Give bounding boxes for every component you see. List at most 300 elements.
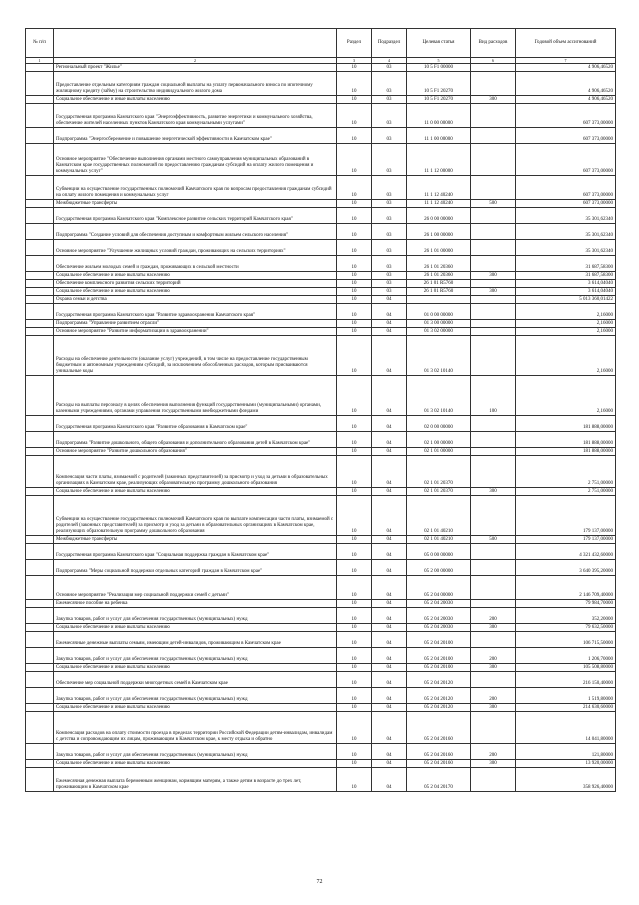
header-razdel: Раздел	[337, 29, 372, 58]
row-name: Ежемесячные денежные выплаты семьям, имеющим детей-инвалидов, проживающим в Камчатском крае	[54, 632, 337, 648]
row-num	[26, 256, 54, 272]
column-index: 2	[54, 58, 337, 64]
row-name: Подпрограмма "Развитие дошкольного, общего образования и дополнительного образования детей в Камчатском крае"	[54, 432, 337, 448]
row-sum: 607 373,00000	[516, 200, 616, 208]
table-row	[26, 240, 616, 256]
row-num	[26, 456, 54, 488]
row-sum: 2,16000	[516, 376, 616, 416]
row-vid	[471, 208, 516, 224]
row-sum: 179 137,00000	[516, 536, 616, 544]
row-sum: 105 508,80000	[516, 664, 616, 672]
table-row	[26, 272, 616, 280]
row-num	[26, 96, 54, 104]
row-razdel: 10	[337, 200, 372, 208]
row-target: 05 2 04 20160	[407, 744, 471, 760]
row-razdel: 10	[337, 336, 372, 376]
row-target: 26 0 00 00000	[407, 208, 471, 224]
row-razdel: 10	[337, 664, 372, 672]
row-target: 05 2 04 20120	[407, 704, 471, 712]
column-index: 6	[471, 58, 516, 64]
row-sum: 352,20000	[516, 608, 616, 624]
row-name: Субвенции на осуществление государственных полномочий Камчатского края по вопросам предоставления гражданам субсидий на оплату жилого помещения и коммунальных услуг	[54, 176, 337, 200]
row-podrazdel: 04	[372, 432, 407, 448]
row-sum: 31 687,58300	[516, 256, 616, 272]
row-razdel: 10	[337, 536, 372, 544]
row-name: Основное мероприятие "Обеспечение выполнения органами местного самоуправления муниципальных образований в Камчатском крае государственных полномочий по предоставлению гражданам субсидий на оплату жилого помещения и коммунальных услуг"	[54, 144, 337, 176]
budget-table	[25, 28, 616, 792]
row-razdel: 10	[337, 72, 372, 96]
row-podrazdel: 04	[372, 632, 407, 648]
row-num	[26, 200, 54, 208]
row-name: Социальное обеспечение и иные выплаты населению	[54, 96, 337, 104]
row-vid	[471, 448, 516, 456]
row-podrazdel: 04	[372, 560, 407, 576]
row-target: 01 3 02 00000	[407, 328, 471, 336]
row-vid	[471, 560, 516, 576]
row-podrazdel: 04	[372, 688, 407, 704]
row-podrazdel: 03	[372, 104, 407, 128]
row-name: Государственная программа Камчатского края "Развитие образования в Камчатском крае"	[54, 416, 337, 432]
column-index: 3	[337, 58, 372, 64]
row-razdel: 10	[337, 496, 372, 536]
row-razdel: 10	[337, 672, 372, 688]
row-target: 26 1 01 20360	[407, 256, 471, 272]
row-razdel: 10	[337, 304, 372, 320]
row-num	[26, 224, 54, 240]
row-target: 05 2 04 20170	[407, 768, 471, 792]
row-podrazdel: 04	[372, 304, 407, 320]
row-num	[26, 336, 54, 376]
table-row	[26, 768, 616, 792]
header-num: № п/п	[26, 29, 54, 58]
row-target: 11 0 00 00000	[407, 104, 471, 128]
row-vid	[471, 128, 516, 144]
table-row	[26, 488, 616, 496]
header-target: Целевая статья	[407, 29, 471, 58]
row-podrazdel: 04	[372, 624, 407, 632]
table-row	[26, 744, 616, 760]
row-name: Государственная программа Камчатского края "Комплексное развитие сельских территорий Камчатского края"	[54, 208, 337, 224]
row-name: Закупка товаров, работ и услуг для обеспечения государственных (муниципальных) нужд	[54, 744, 337, 760]
table-row	[26, 256, 616, 272]
row-sum: 4 906,46520	[516, 96, 616, 104]
row-name: Предоставление отдельным категориям граждан социальной выплаты на уплату первоначального взноса по ипотечному жилищному кредиту (займу) на строительство индивидуального жилого дома	[54, 72, 337, 96]
row-num	[26, 648, 54, 664]
row-name: Социальное обеспечение и иные выплаты населению	[54, 288, 337, 296]
row-razdel: 10	[337, 600, 372, 608]
row-name: Подпрограмма "Создание условий для обеспечения доступным и комфортным жильем сельского населения"	[54, 224, 337, 240]
row-name: Обеспечение жильем молодых семей и граждан, проживающих в сельской местности	[54, 256, 337, 272]
row-sum: 35 301,62340	[516, 240, 616, 256]
row-vid	[471, 304, 516, 320]
row-num	[26, 768, 54, 792]
row-num	[26, 672, 54, 688]
table-row	[26, 712, 616, 744]
table-row	[26, 496, 616, 536]
table-row	[26, 544, 616, 560]
row-podrazdel: 04	[372, 328, 407, 336]
row-podrazdel: 03	[372, 144, 407, 176]
row-vid	[471, 64, 516, 72]
row-num	[26, 664, 54, 672]
row-razdel: 10	[337, 632, 372, 648]
row-sum: 607 373,00000	[516, 176, 616, 200]
row-name: Социальное обеспечение и иные выплаты населению	[54, 488, 337, 496]
row-target: 05 2 04 20030	[407, 624, 471, 632]
table-row	[26, 64, 616, 72]
table-row	[26, 432, 616, 448]
row-sum: 5 013 360,01422	[516, 296, 616, 304]
row-sum: 3 614,04040	[516, 280, 616, 288]
row-vid	[471, 224, 516, 240]
row-razdel: 10	[337, 280, 372, 288]
row-podrazdel: 03	[372, 208, 407, 224]
row-vid	[471, 600, 516, 608]
row-target: 11 1 00 00000	[407, 128, 471, 144]
row-num	[26, 304, 54, 320]
row-sum: 31 687,58300	[516, 272, 616, 280]
row-razdel: 10	[337, 648, 372, 664]
table-row	[26, 200, 616, 208]
row-name: Социальное обеспечение и иные выплаты населению	[54, 664, 337, 672]
row-vid	[471, 496, 516, 536]
row-sum: 4 321 432,60000	[516, 544, 616, 560]
row-podrazdel: 04	[372, 600, 407, 608]
row-sum: 607 373,00000	[516, 104, 616, 128]
row-vid	[471, 256, 516, 272]
row-num	[26, 632, 54, 648]
row-name: Расходы на выплаты персоналу в целях обеспечения выполнения функций государственными (муниципальными) органами, казенными учреждениями, органами управления государственными внебюджетными фондами	[54, 376, 337, 416]
table-row	[26, 128, 616, 144]
row-sum: 607 373,00000	[516, 144, 616, 176]
row-razdel: 10	[337, 560, 372, 576]
row-razdel: 10	[337, 624, 372, 632]
row-razdel: 10	[337, 328, 372, 336]
row-podrazdel: 04	[372, 760, 407, 768]
row-name: Социальное обеспечение и иные выплаты населению	[54, 704, 337, 712]
row-name: Подпрограмма "Управление развитием отрасли"	[54, 320, 337, 328]
row-sum: 79 632,50000	[516, 624, 616, 632]
table-row	[26, 96, 616, 104]
row-podrazdel: 03	[372, 72, 407, 96]
row-target: 05 2 04 20160	[407, 712, 471, 744]
row-target: 01 3 02 10140	[407, 336, 471, 376]
row-sum: 4 906,46520	[516, 64, 616, 72]
table-row	[26, 456, 616, 488]
row-razdel: 10	[337, 760, 372, 768]
row-target: 10 5 F1 20270	[407, 96, 471, 104]
column-index: 4	[372, 58, 407, 64]
row-sum: 2,16000	[516, 320, 616, 328]
row-podrazdel: 03	[372, 224, 407, 240]
row-sum: 2,16000	[516, 336, 616, 376]
row-sum: 14 041,80000	[516, 712, 616, 744]
table-row	[26, 280, 616, 288]
row-vid: 300	[471, 288, 516, 296]
row-vid	[471, 280, 516, 288]
row-name: Подпрограмма "Меры социальной поддержки отдельных категорий граждан в Камчатском крае"	[54, 560, 337, 576]
row-razdel: 10	[337, 320, 372, 328]
row-num	[26, 208, 54, 224]
row-razdel: 10	[337, 488, 372, 496]
row-name: Основное мероприятие "Развитие информатизации в здравоохранении"	[54, 328, 337, 336]
table-row	[26, 328, 616, 336]
row-podrazdel: 03	[372, 256, 407, 272]
header-vid: Вид расходов	[471, 29, 516, 58]
row-podrazdel: 04	[372, 416, 407, 432]
row-vid	[471, 576, 516, 600]
row-vid: 300	[471, 664, 516, 672]
row-name: Подпрограмма "Энергосбережение и повышение энергетической эффективности в Камчатском крае"	[54, 128, 337, 144]
header-sum: Годовой объем ассигнований	[516, 29, 616, 58]
row-vid: 300	[471, 624, 516, 632]
row-num	[26, 72, 54, 96]
row-razdel: 10	[337, 576, 372, 600]
row-target: 05 2 04 20120	[407, 672, 471, 688]
row-sum: 181 888,00000	[516, 448, 616, 456]
row-podrazdel: 04	[372, 488, 407, 496]
row-name: Социальное обеспечение и иные выплаты населению	[54, 624, 337, 632]
row-target: 02 1 01 40210	[407, 536, 471, 544]
row-name: Компенсация расходов на оплату стоимости проезда в пределах территории Российской Федерации детям-инвалидам, инвалидам с детства и сопровождающим их лицам, проживающим в Камчатском крае, к месту отдыха и обратно	[54, 712, 337, 744]
row-vid	[471, 432, 516, 448]
row-target: 11 1 12 40240	[407, 200, 471, 208]
row-name: Государственная программа Камчатского края "Развитие здравоохранения Камчатского края"	[54, 304, 337, 320]
row-vid: 300	[471, 760, 516, 768]
row-num	[26, 448, 54, 456]
row-razdel: 10	[337, 416, 372, 432]
row-podrazdel: 03	[372, 96, 407, 104]
row-sum: 121,80000	[516, 744, 616, 760]
row-target: 05 2 04 20100	[407, 664, 471, 672]
row-sum: 2,16000	[516, 328, 616, 336]
document-sheet	[25, 28, 615, 792]
row-target: 02 1 01 20370	[407, 488, 471, 496]
row-sum: 181 888,00000	[516, 416, 616, 432]
row-name: Государственная программа Камчатского края "Энергоэффективность, развитие энергетики и коммунального хозяйства, обеспечение жителей населенных пунктов Камчатского края коммунальными услугами"	[54, 104, 337, 128]
row-sum: 79 984,70000	[516, 600, 616, 608]
row-num	[26, 576, 54, 600]
row-podrazdel: 03	[372, 240, 407, 256]
row-vid: 300	[471, 272, 516, 280]
row-num	[26, 560, 54, 576]
row-podrazdel: 03	[372, 176, 407, 200]
row-vid	[471, 320, 516, 328]
row-podrazdel: 04	[372, 296, 407, 304]
row-num	[26, 128, 54, 144]
table-row	[26, 672, 616, 688]
row-vid	[471, 544, 516, 560]
row-sum: 358 926,40000	[516, 768, 616, 792]
row-podrazdel: 04	[372, 544, 407, 560]
table-row	[26, 536, 616, 544]
row-num	[26, 240, 54, 256]
row-num	[26, 704, 54, 712]
row-podrazdel: 03	[372, 288, 407, 296]
row-num	[26, 744, 54, 760]
row-target: 05 2 04 20100	[407, 632, 471, 648]
row-razdel: 10	[337, 376, 372, 416]
table-row	[26, 224, 616, 240]
row-target: 02 0 00 00000	[407, 416, 471, 432]
row-num	[26, 416, 54, 432]
row-target: 05 2 04 20100	[407, 648, 471, 664]
row-num	[26, 496, 54, 536]
row-razdel: 10	[337, 456, 372, 488]
row-vid: 200	[471, 688, 516, 704]
table-row	[26, 304, 616, 320]
row-target: 05 2 04 20160	[407, 760, 471, 768]
row-target: 02 1 01 00000	[407, 448, 471, 456]
table-row	[26, 760, 616, 768]
row-razdel: 10	[337, 544, 372, 560]
row-sum: 2,16000	[516, 304, 616, 320]
table-row	[26, 72, 616, 96]
row-razdel: 10	[337, 272, 372, 280]
row-sum: 179 137,00000	[516, 496, 616, 536]
row-name: Государственная программа Камчатского края "Социальная поддержка граждан в Камчатском крае"	[54, 544, 337, 560]
table-row	[26, 416, 616, 432]
row-name: Социальное обеспечение и иные выплаты населению	[54, 272, 337, 280]
table-row	[26, 144, 616, 176]
table-row	[26, 688, 616, 704]
row-num	[26, 536, 54, 544]
row-razdel: 10	[337, 176, 372, 200]
row-podrazdel: 04	[372, 448, 407, 456]
row-razdel: 10	[337, 288, 372, 296]
row-razdel: 10	[337, 144, 372, 176]
row-target: 26 1 01 20360	[407, 272, 471, 280]
row-name: Ежемесячное пособие на ребенка	[54, 600, 337, 608]
row-podrazdel: 04	[372, 376, 407, 416]
row-target: 01 0 00 00000	[407, 304, 471, 320]
column-index: 7	[516, 58, 616, 64]
row-num	[26, 624, 54, 632]
table-row	[26, 176, 616, 200]
row-razdel: 10	[337, 64, 372, 72]
row-num	[26, 544, 54, 560]
row-target: 26 1 00 00000	[407, 224, 471, 240]
row-target: 05 2 04 20120	[407, 688, 471, 704]
row-sum: 1 206,70000	[516, 648, 616, 664]
row-name: Социальное обеспечение и иные выплаты населению	[54, 760, 337, 768]
row-razdel: 10	[337, 256, 372, 272]
row-target: 26 1 01 R5760	[407, 288, 471, 296]
row-name: Закупка товаров, работ и услуг для обеспечения государственных (муниципальных) нужд	[54, 688, 337, 704]
row-sum: 3 614,04040	[516, 288, 616, 296]
row-razdel: 10	[337, 208, 372, 224]
row-sum: 216 150,40000	[516, 672, 616, 688]
row-vid: 500	[471, 200, 516, 208]
table-body	[26, 64, 616, 792]
row-sum: 3 640 395,20000	[516, 560, 616, 576]
row-num	[26, 288, 54, 296]
row-razdel: 10	[337, 296, 372, 304]
row-target: 01 3 02 10140	[407, 376, 471, 416]
row-razdel: 10	[337, 608, 372, 624]
row-target: 02 1 01 40210	[407, 496, 471, 536]
row-razdel: 10	[337, 448, 372, 456]
row-name: Компенсация части платы, взимаемой с родителей (законных представителей) за присмотр и уход за детьми в образовательных организациях в Камчатском крае, реализующих образовательную программу дошкольного образования	[54, 456, 337, 488]
table-row	[26, 320, 616, 328]
row-name: Основное мероприятие "Реализация мер социальной поддержки семей с детьми"	[54, 576, 337, 600]
row-vid	[471, 144, 516, 176]
row-name: Закупка товаров, работ и услуг для обеспечения государственных (муниципальных) нужд	[54, 648, 337, 664]
table-row	[26, 288, 616, 296]
row-target: 11 1 12 40240	[407, 176, 471, 200]
row-podrazdel: 04	[372, 456, 407, 488]
row-target: 10 5 F1 00000	[407, 64, 471, 72]
row-target: 05 2 04 20030	[407, 608, 471, 624]
row-target: 05 0 00 00000	[407, 544, 471, 560]
row-num	[26, 488, 54, 496]
row-podrazdel: 04	[372, 672, 407, 688]
row-vid: 300	[471, 704, 516, 712]
row-vid	[471, 104, 516, 128]
row-name: Обеспечение мер социальной поддержки многодетных семей в Камчатском крае	[54, 672, 337, 688]
row-name: Межбюджетные трансферты	[54, 200, 337, 208]
row-razdel: 10	[337, 432, 372, 448]
table-row	[26, 296, 616, 304]
row-vid	[471, 328, 516, 336]
row-vid	[471, 456, 516, 488]
row-num	[26, 296, 54, 304]
table-row	[26, 632, 616, 648]
row-sum: 35 301,62340	[516, 208, 616, 224]
row-vid: 200	[471, 648, 516, 664]
row-name: Закупка товаров, работ и услуг для обеспечения государственных (муниципальных) нужд	[54, 608, 337, 624]
row-podrazdel: 03	[372, 200, 407, 208]
row-vid	[471, 72, 516, 96]
row-razdel: 10	[337, 128, 372, 144]
row-razdel: 10	[337, 104, 372, 128]
row-name: Межбюджетные трансферты	[54, 536, 337, 544]
table-row	[26, 608, 616, 624]
row-podrazdel: 04	[372, 496, 407, 536]
table-row	[26, 104, 616, 128]
row-num	[26, 144, 54, 176]
row-sum: 214 630,60000	[516, 704, 616, 712]
row-sum: 2 751,00000	[516, 488, 616, 496]
row-razdel: 10	[337, 744, 372, 760]
row-sum: 4 906,46520	[516, 72, 616, 96]
row-target: 10 5 F1 20270	[407, 72, 471, 96]
row-num	[26, 712, 54, 744]
row-podrazdel: 04	[372, 576, 407, 600]
row-vid	[471, 336, 516, 376]
row-sum: 2 751,00000	[516, 456, 616, 488]
row-name: Субвенции на осуществление государственных полномочий Камчатского края по выплате компенсации части платы, взимаемой с родителей (законных представителей) за присмотр и уход за детьми в образовательных организациях в Камчатском крае, реализующих образовательную программу дошкольного образования	[54, 496, 337, 536]
row-razdel: 10	[337, 240, 372, 256]
row-name: Обеспечение комплексного развития сельских территорий	[54, 280, 337, 288]
row-name: Ежемесячная денежная выплата беременным женщинам, кормящим матерям, а также детям в возрасте до трех лет, проживающим в Камчатском крае	[54, 768, 337, 792]
table-row	[26, 576, 616, 600]
row-num	[26, 320, 54, 328]
table-row	[26, 560, 616, 576]
row-vid	[471, 768, 516, 792]
table-row	[26, 704, 616, 712]
row-razdel: 10	[337, 688, 372, 704]
row-num	[26, 376, 54, 416]
column-index: 5	[407, 58, 471, 64]
row-podrazdel: 04	[372, 768, 407, 792]
row-name: Основное мероприятие "Развитие дошкольного образования"	[54, 448, 337, 456]
row-razdel: 10	[337, 712, 372, 744]
row-name: Основное мероприятие "Улучшение жилищных условий граждан, проживающих на сельских территориях"	[54, 240, 337, 256]
row-num	[26, 64, 54, 72]
row-podrazdel: 04	[372, 744, 407, 760]
row-target	[407, 296, 471, 304]
